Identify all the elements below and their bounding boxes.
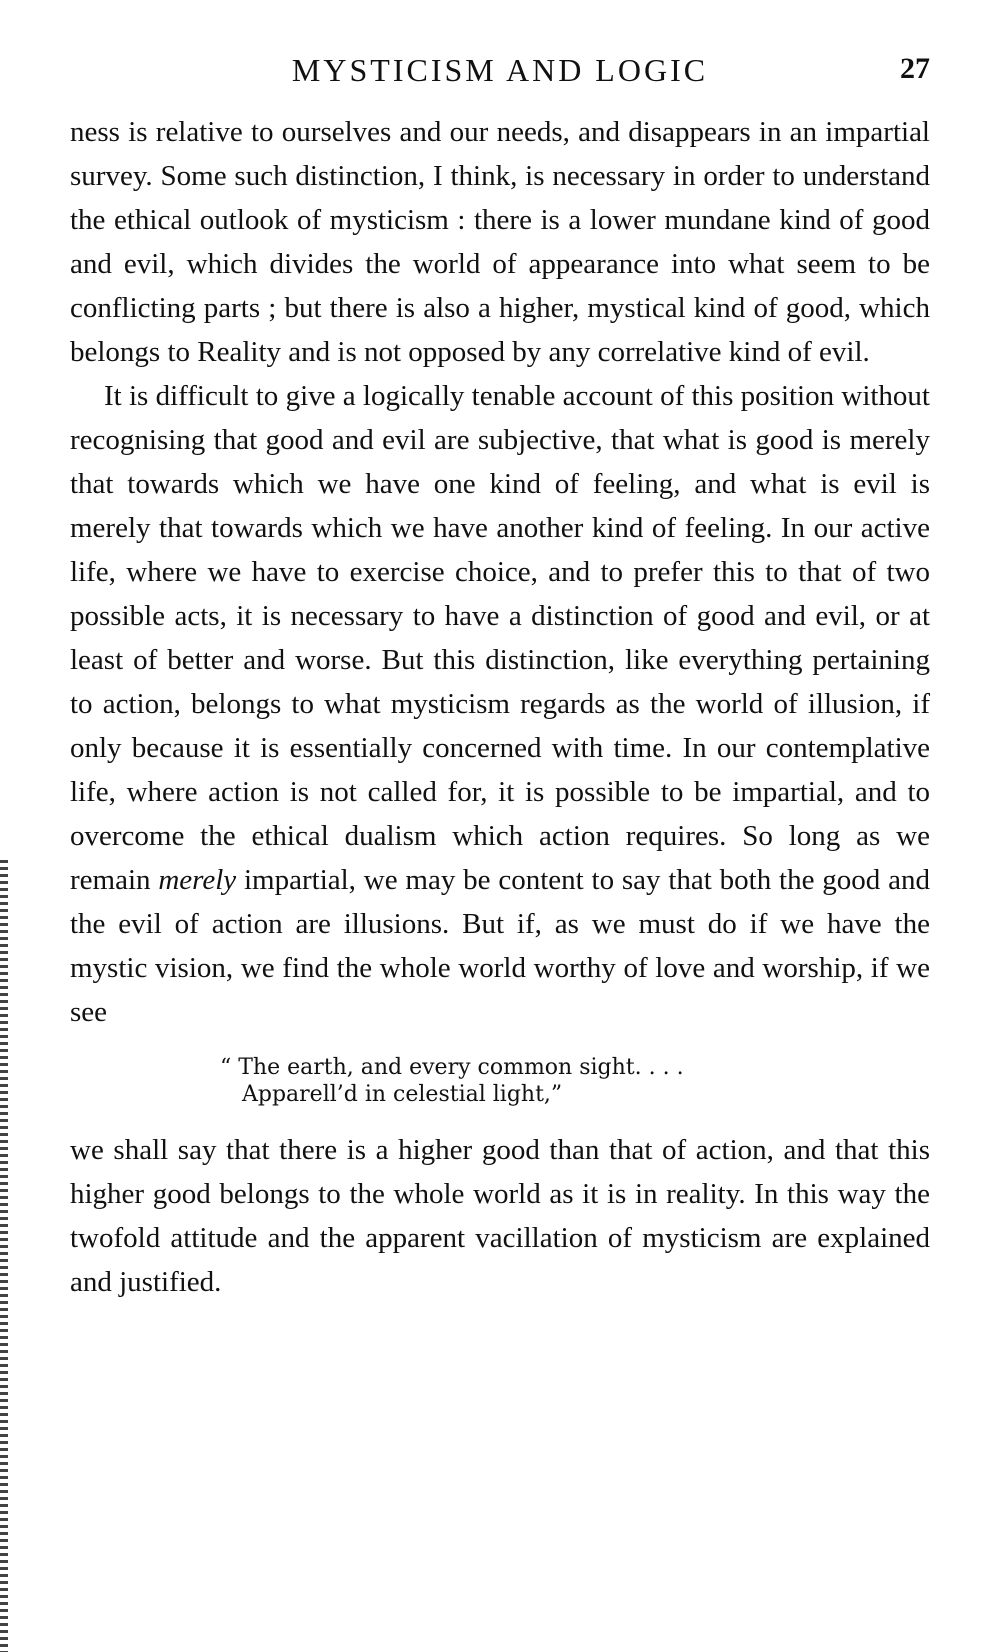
paragraph-1: ness is relative to ourselves and our needs, and disappears in an impartial survey. Some such distinction, I think, is necessary in order to understand the ethical outlook of mysticism : there is a lower mundane kind of good and evil, which divides the world of appearance into what seem to be conflicting parts ; but there is also a higher, mystical kind of good, which belongs to Reality and is not opposed by any correlative kind of evil.	[70, 116, 930, 368]
paragraph-2-text-b: impartial, we may be content to say that both the good and the evil of action are illusions. But if, as we must do if we have the mystic vision, we find the whole world worthy of love and worship, if we see	[70, 864, 931, 1028]
running-title: MYSTICISM AND LOGIC	[291, 52, 709, 88]
body-text	[70, 110, 930, 1304]
page-number: 27	[900, 52, 930, 85]
scan-edge-artifact	[0, 860, 8, 1652]
paragraph-2	[70, 374, 930, 1034]
paragraph-3: we shall say that there is a higher good than that of action, and that this higher good belongs to the whole world as it is in reality. In this way the twofold attitude and the apparent vacillation of mysticism are explained and justified.	[70, 1134, 930, 1298]
quote-line-1: “ The earth, and every common sight. . . .	[220, 1055, 684, 1080]
verse-quotation	[220, 1054, 930, 1108]
quote-line-2: Apparell’d in celestial light,”	[242, 1082, 563, 1107]
page-header	[70, 48, 930, 98]
paragraph-2-text-a: It is difficult to give a logically tenable account of this position without recognising that good and evil are subjective, that what is good is merely that towards which we have one kind of feeling, and what is evil is merely that towards which we have another kind of feeling. In our active life, where we have to exercise choice, and to prefer this to that of two possible acts, it is necessary to have a distinction of good and evil, or at least of better and worse. But this distinction, like everything pertaining to action, belongs to what mysticism regards as the world of illusion, if only because it is essentially concerned with time. In our contemplative life, where action is not called for, it is possible to be impartial, and to overcome the ethical dualism which action requires. So long as we remain	[70, 380, 930, 896]
paragraph-2-emphasis: merely	[158, 864, 237, 896]
